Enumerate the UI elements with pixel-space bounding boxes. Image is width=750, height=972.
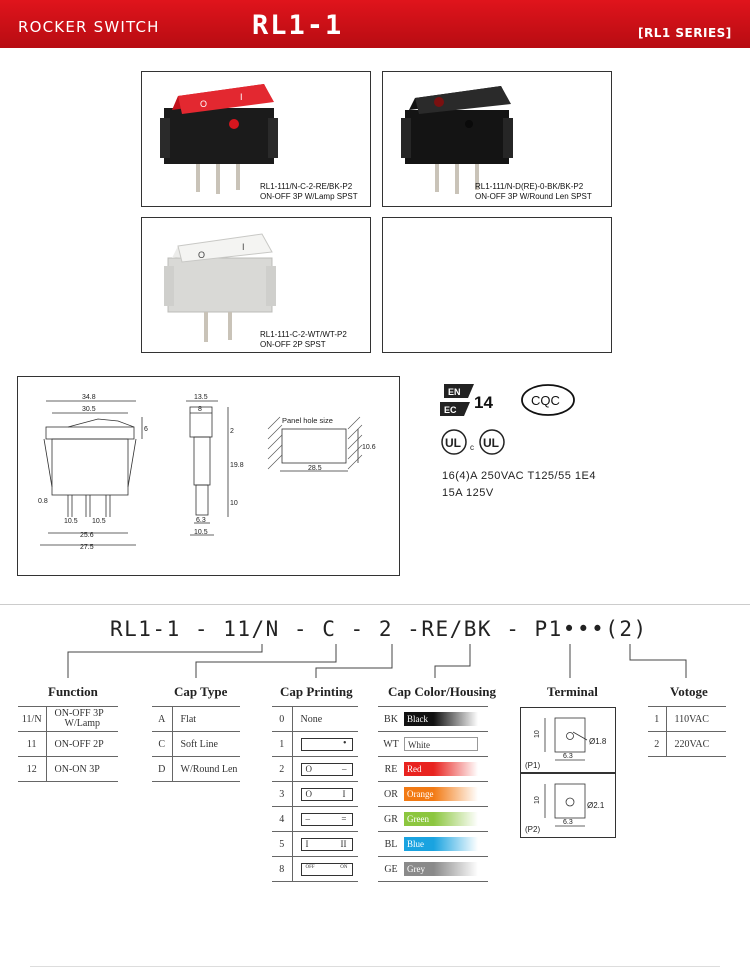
terminal-p1-drawing [521,708,615,772]
product-code: RL1-111/N-C-2-RE/BK-P2 [260,182,353,191]
svg-text:I: I [242,242,245,252]
section-divider [0,604,750,605]
pn-sep: - [506,617,521,641]
svg-text:10: 10 [534,796,541,804]
pn-sep: - [350,617,365,641]
table-row: 3 O I [272,782,358,807]
table-row: 2 O – [272,757,358,782]
dim-label: 30.5 [82,406,96,413]
product-card-black [382,71,612,207]
product-code: RL1-111/N-D(RE)-0-BK/BK-P2 [475,182,584,191]
rating-line-2: 15A 125V [442,487,494,499]
terminal-p2-drawing [521,774,615,837]
cert-logos [440,380,580,462]
color-swatch: Grey [404,862,478,876]
svg-text:10: 10 [534,730,541,738]
dimension-drawing [17,376,400,576]
product-desc: ON-OFF 2P SPST [260,340,326,349]
cap-printing-table [272,706,358,882]
table-row: RE Red [378,757,488,782]
table-row: 11/N ON-OFF 3P W/Lamp [18,707,118,732]
header-model: RL1-1 [252,10,344,41]
ul-icon [442,430,504,454]
cap-type-table [152,706,240,782]
svg-text:EC: EC [444,405,457,415]
cap-print-symbol: OFF ON [301,863,353,876]
svg-text:Ø1.8: Ø1.8 [589,737,607,746]
table-row: GR Green [378,807,488,832]
table-row: WT White [378,732,488,757]
dim-label: 25.6 [80,532,94,539]
table-row: C Soft Line [152,732,240,757]
dim-label: 13.5 [194,394,208,401]
svg-text:UL: UL [483,436,499,450]
table-row: A Flat [152,707,240,732]
color-swatch: Orange [404,787,478,801]
panel-hole-label: Panel hole size [282,416,333,425]
cap-type-title: Cap Type [174,684,228,699]
terminal-title: Terminal [547,684,598,699]
dimension-drawing-svg [18,377,399,575]
dim-label: 0.8 [38,498,48,505]
color-swatch: Black [404,712,478,726]
table-row: 1 • [272,732,358,757]
cap-color-table [378,706,488,882]
footer-line [30,966,720,967]
connector-lines [0,640,750,685]
pn-function: 11/N [223,617,280,641]
table-row: 12 ON-ON 3P [18,757,118,782]
svg-text:(P2): (P2) [525,825,541,834]
function-title: Function [48,684,98,699]
part-number [110,617,648,641]
dim-label: 10.6 [362,444,376,451]
dim-label: 34.8 [82,394,96,401]
product-code: RL1-111-C-2-WT/WT-P2 [260,330,347,339]
pn-sep: - [194,617,210,641]
ul-c-label: c [470,443,474,452]
cqc-icon [522,385,574,415]
voltage-title: Votoge [670,684,708,699]
svg-text:UL: UL [445,436,461,450]
rating-line-1: 16(4)A 250VAC T125/55 1E4 [442,470,596,482]
dim-label: 6 [144,426,148,433]
svg-text:6.3: 6.3 [563,753,573,760]
svg-text:6.3: 6.3 [563,819,573,826]
table-row: 4 – = [272,807,358,832]
cap-color-title: Cap Color/Housing [388,684,496,699]
color-swatch: White [404,737,478,751]
product-card-red [141,71,371,207]
table-row: 1 110VAC [648,707,726,732]
color-swatch: Red [404,762,478,776]
dim-label: 27.5 [80,544,94,551]
cap-print-symbol: – = [301,813,353,826]
dim-label: 10.5 [92,518,106,525]
svg-text:I: I [240,92,243,102]
table-row: OR Orange [378,782,488,807]
cap-print-symbol: O – [301,763,353,776]
dim-label: 6.3 [196,517,206,524]
table-row: D W/Round Len [152,757,240,782]
color-swatch: Green [404,812,478,826]
cap-print-symbol: O I [301,788,353,801]
product-card-white [141,217,371,353]
svg-text:EN: EN [448,387,461,397]
svg-text:O: O [198,250,206,260]
terminal-p1 [520,707,616,773]
dim-label: 10.5 [194,529,208,536]
dim-label: 2 [230,428,234,435]
header-subtitle: ROCKER SWITCH [18,18,160,36]
table-row: 0 None [272,707,358,732]
voltage-table [648,706,726,757]
table-row: BL Blue [378,832,488,857]
table-row: BK Black [378,707,488,732]
pn-cap-printing: 2 [378,617,394,641]
dim-label: 10 [230,500,238,507]
dim-label: 8 [198,406,202,413]
pn-sep: ••• [562,617,606,641]
svg-text:(P1): (P1) [525,761,541,770]
table-row: 8 OFF ON [272,857,358,882]
table-row: 11 ON-OFF 2P [18,732,118,757]
pn-cap-type: C [322,617,337,641]
table-row: 5 I II [272,832,358,857]
enec-number: 14 [474,393,493,412]
svg-text:Ø2.1: Ø2.1 [587,801,605,810]
cap-print-symbol: • [301,738,353,751]
table-row: GE Grey [378,857,488,882]
cqc-text: CQC [531,393,560,408]
cap-print-symbol: I II [301,838,353,851]
dim-label: 10.5 [64,518,78,525]
pn-voltage: (2) [605,617,648,641]
pn-series: RL1-1 [110,617,181,641]
cap-printing-title: Cap Printing [280,684,353,699]
terminal-p2 [520,773,616,838]
pn-terminal: P1 [534,617,563,641]
dim-label: 19.8 [230,462,244,469]
empty-product-card [382,217,612,353]
color-swatch: Blue [404,837,478,851]
pn-color: -RE/BK [407,617,493,641]
series-label: [RL1 SERIES] [638,26,732,40]
function-table [18,706,118,782]
product-desc: ON-OFF 3P W/Round Len SPST [475,192,592,201]
product-desc: ON-OFF 3P W/Lamp SPST [260,192,358,201]
table-row: 2 220VAC [648,732,726,757]
svg-text:O: O [200,99,208,109]
enec-icon [440,384,493,416]
dim-label: 28.5 [308,465,322,472]
pn-sep: - [293,617,309,641]
